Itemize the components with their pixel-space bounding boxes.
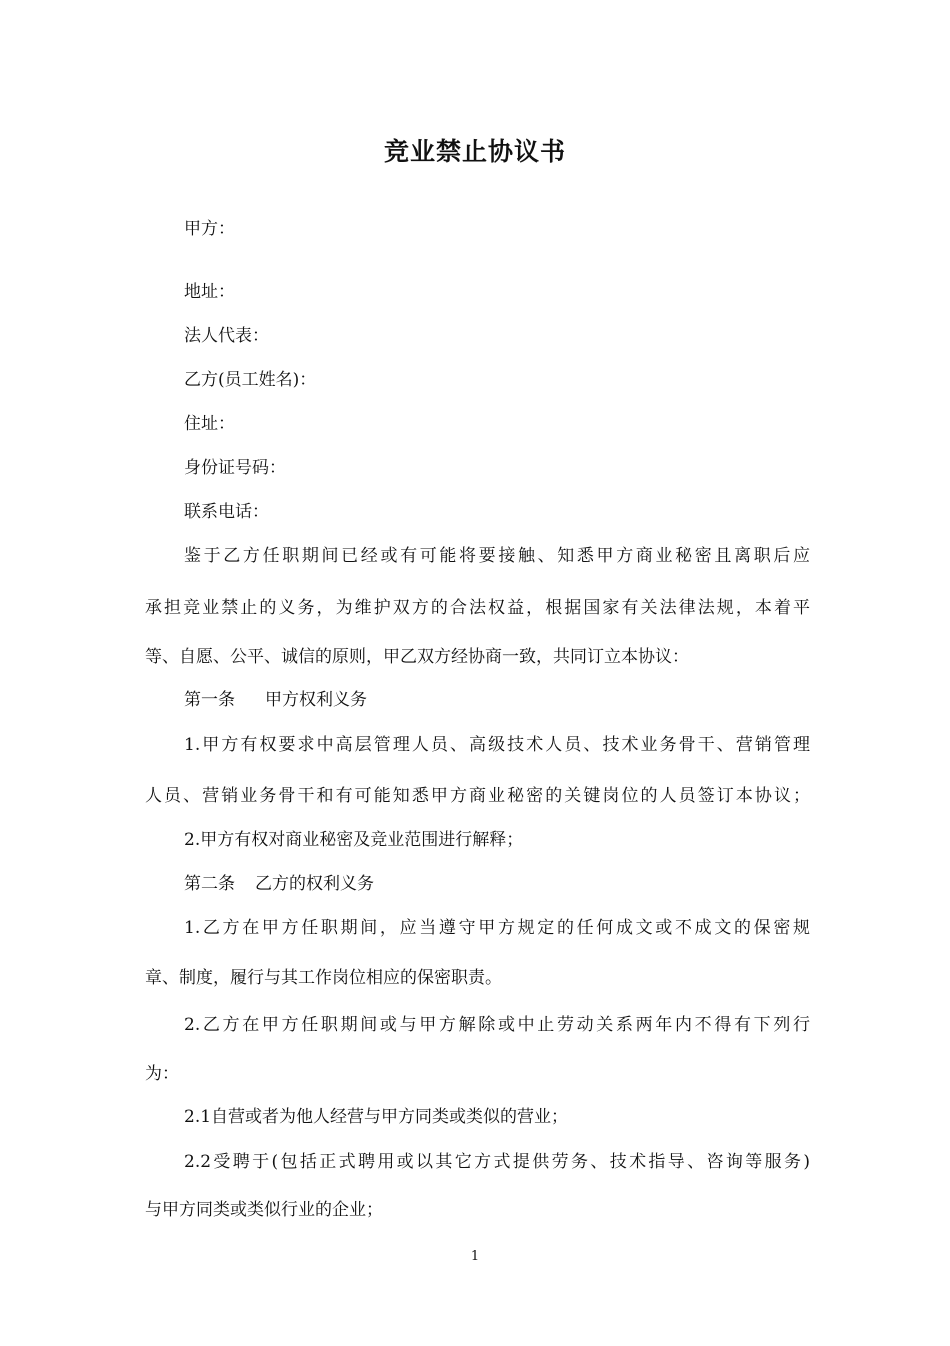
- article-2-item-2-2-line: 与甲方同类或类似行业的企业；: [145, 1200, 383, 1220]
- article-2-heading: [184, 872, 810, 896]
- article-2-item-2-2-line: 2.2受聘于(包括正式聘用或以其它方式提供劳务、技术指导、咨询等服务): [184, 1152, 810, 1172]
- article-1-heading: [184, 688, 810, 712]
- article-1-item-1-line: 1.甲方有权要求中高层管理人员、高级技术人员、技术业务骨干、营销管理: [184, 735, 810, 755]
- residence-field: 住址：: [184, 414, 235, 434]
- id-number-field: 身份证号码：: [184, 458, 286, 478]
- article-2-item-2-line: 为：: [145, 1064, 179, 1084]
- preamble-line: 承担竞业禁止的义务，为维护双方的合法权益，根据国家有关法律法规，本着平: [145, 598, 810, 618]
- article-2-item-2-1: 2.1自营或者为他人经营与甲方同类或类似的营业；: [184, 1107, 569, 1127]
- article-1-number: 第一条: [184, 690, 235, 710]
- phone-field: 联系电话：: [184, 502, 269, 522]
- address-field: 地址：: [184, 282, 235, 302]
- article-1-item-1-line: 人员、营销业务骨干和有可能知悉甲方商业秘密的关键岗位的人员签订本协议；: [145, 786, 810, 806]
- preamble-line: 鉴于乙方任职期间已经或有可能将要接触、知悉甲方商业秘密且离职后应: [184, 546, 810, 566]
- article-2-item-1-line: 1.乙方在甲方任职期间，应当遵守甲方规定的任何成文或不成文的保密规: [184, 918, 810, 938]
- party-a-field: 甲方：: [184, 219, 235, 239]
- article-2-item-2-line: 2.乙方在甲方任职期间或与甲方解除或中止劳动关系两年内不得有下列行: [184, 1015, 810, 1035]
- preamble-line: 等、自愿、公平、诚信的原则，甲乙双方经协商一致，共同订立本协议：: [145, 647, 689, 667]
- article-1-title: 甲方权利义务: [265, 690, 367, 710]
- article-2-number: 第二条: [184, 874, 235, 894]
- party-b-field: 乙方(员工姓名)：: [184, 370, 317, 390]
- legal-rep-field: 法人代表：: [184, 326, 269, 346]
- article-1-item-2: 2.甲方有权对商业秘密及竞业范围进行解释；: [184, 830, 524, 850]
- page-number: 1: [470, 1249, 480, 1264]
- article-2-title: 乙方的权利义务: [255, 874, 374, 894]
- article-2-item-1-line: 章、制度，履行与其工作岗位相应的保密职责。: [145, 968, 502, 988]
- document-title: 竞业禁止协议书: [383, 137, 566, 166]
